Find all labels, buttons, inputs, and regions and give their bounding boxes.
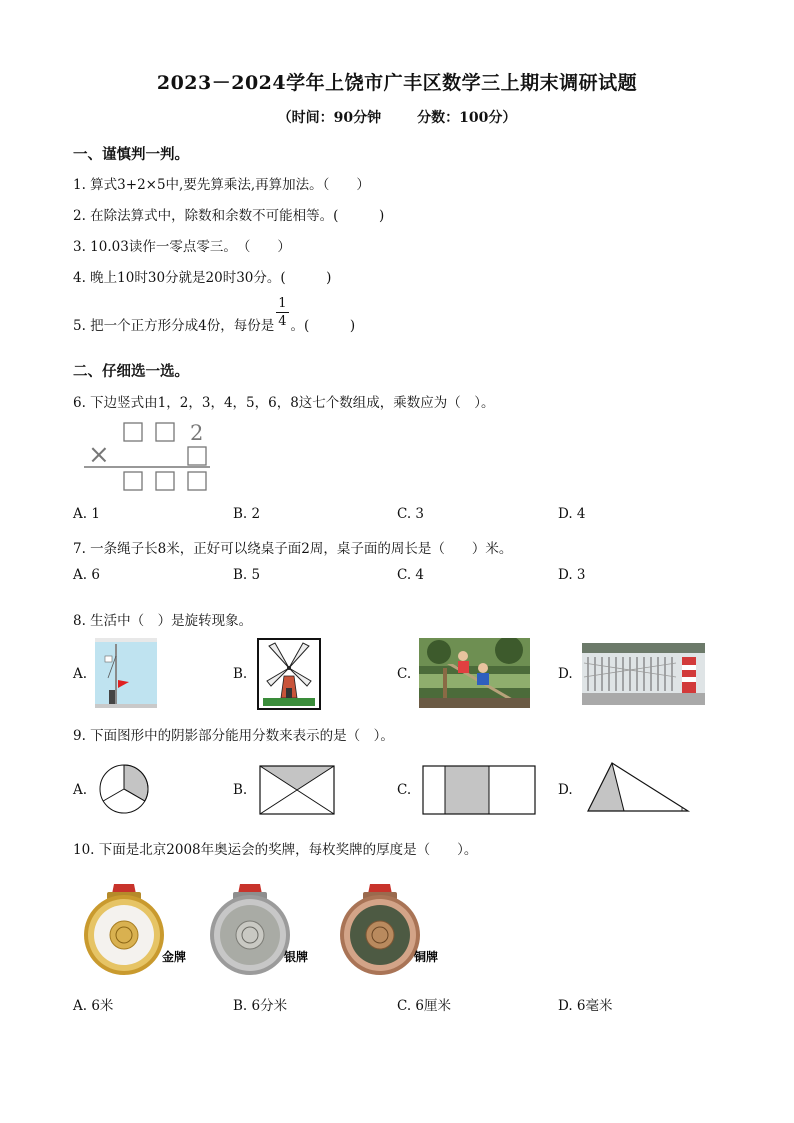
question-7: 7. 一条绳子长8米，正好可以绕桌子面2周，桌子面的周长是（ ）米。 (73, 541, 513, 557)
question-5-blank: 。( ) (290, 318, 356, 334)
q6-option-c[interactable]: C. 3 (397, 506, 425, 522)
slide-children-image[interactable] (419, 638, 530, 708)
q7-option-a[interactable]: A. 6 (73, 567, 100, 583)
q6-option-b[interactable]: B. 2 (233, 506, 261, 522)
q10-option-a[interactable]: A. 6米 (73, 998, 114, 1014)
bronze-medal-label: 铜牌 (414, 950, 439, 964)
gold-medal-image[interactable] (74, 880, 192, 975)
exam-title: 2023－2024学年上饶市广丰区数学三上期末调研试题 (156, 72, 638, 94)
q8-option-c-label[interactable]: C. (397, 666, 412, 682)
q10-option-c[interactable]: C. 6厘米 (397, 998, 452, 1014)
q9-option-c-label[interactable]: C. (397, 782, 412, 798)
q7-option-c[interactable]: C. 4 (397, 567, 425, 583)
rectangle-diagonals-figure[interactable] (258, 764, 336, 816)
silver-medal-image[interactable] (200, 880, 318, 975)
multiplicand-digit: 2 (190, 421, 204, 445)
rectangle-unequal-parts-figure[interactable] (421, 764, 537, 816)
question-8: 8. 生活中（ ）是旋转现象。 (73, 613, 253, 629)
q7-option-d[interactable]: D. 3 (558, 567, 586, 583)
q9-option-a-label[interactable]: A. (73, 782, 88, 798)
silver-medal-label: 银牌 (284, 950, 309, 964)
q9-option-b-label[interactable]: B. (233, 782, 248, 798)
question-2: 2. 在除法算式中，除数和余数不可能相等。( ) (73, 208, 385, 224)
q10-option-d[interactable]: D. 6毫米 (558, 998, 613, 1014)
question-10: 10. 下面是北京2008年奥运会的奖牌，每枚奖牌的厚度是（ ）。 (73, 842, 478, 858)
q7-option-b[interactable]: B. 5 (233, 567, 261, 583)
question-1: 1. 算式3+2×5中,要先算乘法,再算加法。（ ） (73, 177, 370, 193)
exam-subtitle (0, 107, 794, 127)
question-5 (73, 297, 355, 334)
circle-thirds-figure[interactable] (95, 763, 153, 815)
flag-raising-image[interactable] (95, 638, 157, 708)
bronze-medal-image[interactable] (330, 880, 448, 975)
q6-option-d[interactable]: D. 4 (558, 506, 586, 522)
question-6: 6. 下边竖式由1，2，3，4，5，6，8这七个数组成，乘数应为（ ）。 (73, 395, 495, 411)
triangle-split-figure[interactable] (584, 760, 694, 814)
windmill-image[interactable] (257, 638, 321, 710)
question-9: 9. 下面图形中的阴影部分能用分数来表示的是（ ）。 (73, 728, 394, 744)
q8-option-d-label[interactable]: D. (558, 666, 573, 682)
q6-option-a[interactable]: A. 1 (73, 506, 100, 522)
q8-option-b-label[interactable]: B. (233, 666, 248, 682)
section2-heading: 二、仔细选一选。 (73, 363, 189, 380)
question-5-text: 5. 把一个正方形分成4份，每份是 (73, 318, 275, 334)
q9-option-d-label[interactable]: D. (558, 782, 573, 798)
multiply-sign: × (88, 440, 110, 470)
exam-score: 分数：100分） (417, 110, 517, 126)
question-3: 3. 10.03读作一零点零三。 （ ） (73, 239, 291, 255)
section1-heading: 一、谨慎判一判。 (73, 146, 189, 163)
retractable-gate-image[interactable] (582, 643, 705, 705)
exam-time: （时间：90分钟 (277, 110, 382, 126)
fraction-one-quarter: $\frac{1}{4}$ (278, 296, 287, 329)
gold-medal-label: 金牌 (162, 950, 187, 964)
question-4: 4. 晚上10时30分就是20时30分。( ) (73, 270, 332, 286)
q10-option-b[interactable]: B. 6分米 (233, 998, 288, 1014)
q8-option-a-label[interactable]: A. (73, 666, 88, 682)
vertical-multiplication-diagram (80, 418, 220, 496)
